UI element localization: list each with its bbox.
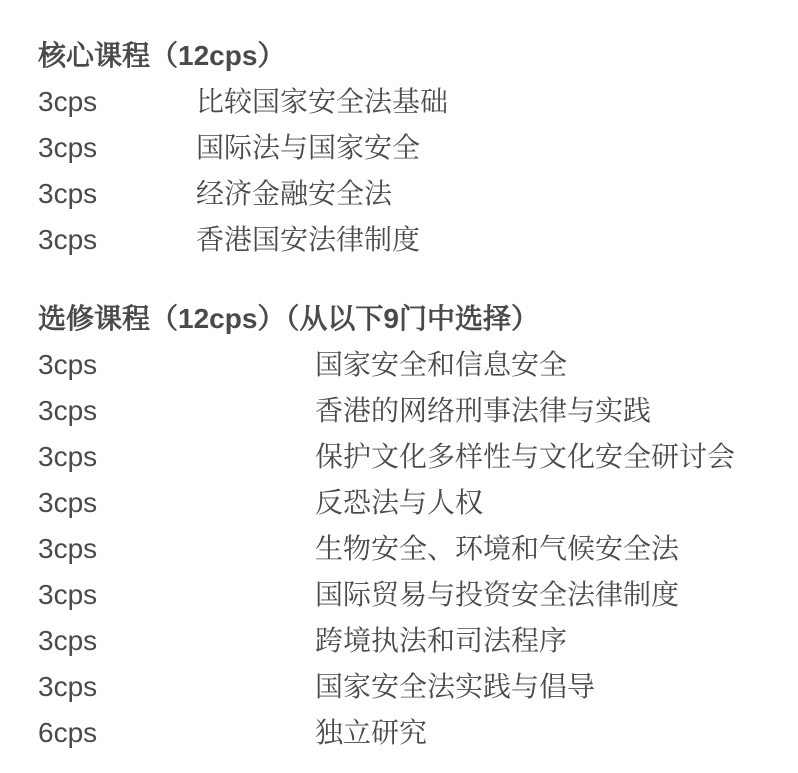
course-row xyxy=(38,79,778,125)
elective-courses-heading: 选修课程（12cps）（从以下9门中选择） xyxy=(38,303,539,334)
course-title: 生物安全、环境和气候安全法 xyxy=(315,533,680,564)
course-title: 国家安全和信息安全 xyxy=(315,349,568,380)
course-row xyxy=(38,664,778,710)
course-credits: 3cps xyxy=(38,487,98,518)
core-courses-section xyxy=(38,33,778,263)
course-row xyxy=(38,618,778,664)
elective-courses-section xyxy=(38,296,778,756)
course-title: 国际法与国家安全 xyxy=(196,132,421,163)
course-row xyxy=(38,217,778,263)
course-credits: 3cps xyxy=(38,625,98,656)
course-title: 国际贸易与投资安全法律制度 xyxy=(315,579,680,610)
course-credits: 3cps xyxy=(38,533,98,564)
course-row xyxy=(38,342,778,388)
course-credits: 3cps xyxy=(38,441,98,472)
course-row xyxy=(38,480,778,526)
course-row xyxy=(38,526,778,572)
course-title: 比较国家安全法基础 xyxy=(196,86,449,117)
course-credits: 3cps xyxy=(38,224,98,255)
course-row xyxy=(38,434,778,480)
course-title: 经济金融安全法 xyxy=(196,178,393,209)
elective-courses-rows xyxy=(38,342,778,756)
core-courses-heading: 核心课程（12cps） xyxy=(38,40,286,71)
course-credits: 3cps xyxy=(38,132,98,163)
course-credits: 3cps xyxy=(38,349,98,380)
course-row xyxy=(38,171,778,217)
course-credits: 3cps xyxy=(38,579,98,610)
course-list-page xyxy=(38,33,778,756)
course-title: 反恐法与人权 xyxy=(315,487,484,518)
course-title: 香港的网络刑事法律与实践 xyxy=(315,395,652,426)
course-credits: 3cps xyxy=(38,178,98,209)
course-title: 香港国安法律制度 xyxy=(196,224,421,255)
course-row xyxy=(38,572,778,618)
course-title: 独立研究 xyxy=(315,717,428,748)
course-row xyxy=(38,710,778,756)
course-credits: 3cps xyxy=(38,86,98,117)
core-courses-rows xyxy=(38,79,778,263)
course-row xyxy=(38,125,778,171)
course-credits: 3cps xyxy=(38,395,98,426)
course-title: 保护文化多样性与文化安全研讨会 xyxy=(315,441,736,472)
course-credits: 6cps xyxy=(38,717,98,748)
course-row xyxy=(38,388,778,434)
course-title: 跨境执法和司法程序 xyxy=(315,625,568,656)
course-credits: 3cps xyxy=(38,671,98,702)
course-title: 国家安全法实践与倡导 xyxy=(315,671,596,702)
